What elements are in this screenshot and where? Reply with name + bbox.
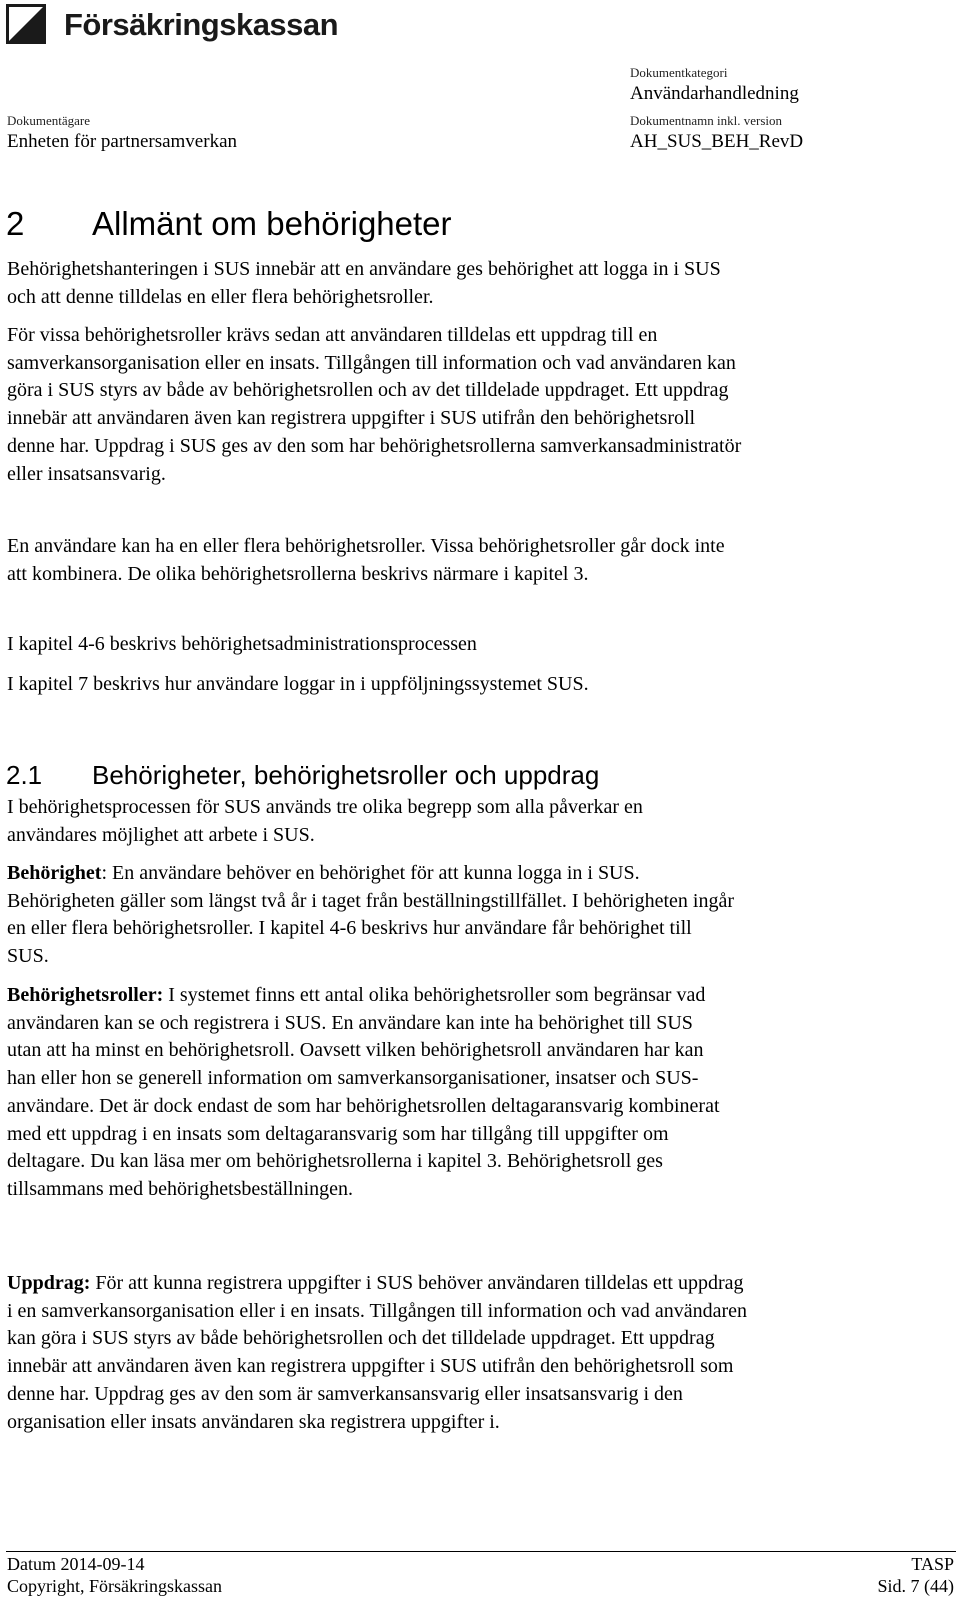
section-paragraph-2: För vissa behörighetsroller krävs sedan att användaren tilldelas ett uppdrag till en samverkansorganisation eller en insats. Tillgången till information och vad användaren kan göra i SUS styrs av både av behörighetsrollen och av det tilldelade uppdraget. Ett uppdrag innebär att användaren även kan registrera uppgifter i SUS utifrån den behörighetsroll denne har. Uppdrag i SUS ges av den som har behörighetsrollerna samverkansadministratör eller insatsansvarig. xyxy=(7,324,742,485)
term-text: I systemet finns ett antal olika behörighetsroller som begränsar vad användaren kan se och registrera i SUS. En användare kan inte ha behörighet till SUS utan att ha minst en behörighetsroll. Oavsett vilken behörighetsroll användaren har kan han eller hon se generell information om samverkansorganisationer, insatser och SUS-användare. Det är dock endast de som har behörighetsrollen deltagaransvarig kombinerat med ett uppdrag i en insats som deltagaransvarig som har tillgång till uppgifter om deltagare. Du kan läsa mer om behörighetsrollerna i kapitel 3. Behörighetsroll ges tillsammans med behörighetsbeställningen. xyxy=(7,984,720,1200)
footer-date: Datum 2014-09-14 xyxy=(7,1554,145,1574)
term-paragraph-behorighetsroller xyxy=(7,982,725,1204)
document-name: AH_SUS_BEH_RevD xyxy=(630,131,804,152)
document-category-label: Dokumentkategori xyxy=(630,65,728,80)
term-text: En användare behöver en behörighet för att kunna logga in i SUS. Behörigheten gäller som längst två år i taget från beställningstillfället. I behörigheten ingår en eller flera behörighetsroller. I kapitel 4-6 beskrivs hur användare får behörighet till SUS. xyxy=(7,862,734,968)
document-category: Användarhandledning xyxy=(630,83,799,104)
term-text: För att kunna registrera uppgifter i SUS behöver användaren tilldelas ett uppdrag i en samverkansorganisation eller i en insats. Tillgången till information och vad användaren kan göra i SUS styrs av både behörighetsrollen och det tilldelade uppdraget. Ett uppdrag innebär att användaren även kan registrera uppgifter i SUS utifrån den behörighetsroll som denne har. Uppdrag ges av den som är samverkansansvarig eller insatsansvarig i den organisation eller insats användaren ska registrera uppgifter i. xyxy=(7,1272,748,1433)
section-number: 2 xyxy=(6,205,25,242)
subsection-number: 2.1 xyxy=(6,760,43,790)
term-paragraph-uppdrag xyxy=(7,1270,752,1436)
section-paragraph-1: Behörighetshanteringen i SUS innebär att en användare ges behörighet att logga in i SUS och att denne tilldelas en eller flera behörighetsroller. xyxy=(7,258,721,308)
footer-copyright: Copyright, Försäkringskassan xyxy=(7,1576,222,1596)
footer-page-number: Sid. 7 (44) xyxy=(877,1576,954,1596)
section-paragraph-3: En användare kan ha en eller flera behörighetsroller. Vissa behörighetsroller går dock inte att kombinera. De olika behörighetsrollerna beskrivs närmare i kapitel 3. xyxy=(7,535,725,585)
subsection-title: Behörigheter, behörighetsroller och uppdrag xyxy=(92,760,600,790)
subsection-intro: I behörighetsprocessen för SUS används tre olika begrepp som alla påverkar en användares möjlighet att arbete i SUS. xyxy=(7,796,643,846)
term-label: Uppdrag: xyxy=(7,1272,91,1294)
document-owner-label: Dokumentägare xyxy=(7,113,91,128)
term-label: Behörighetsroller: xyxy=(7,984,164,1006)
section-paragraph-4: I kapitel 4-6 beskrivs behörighetsadministrationsprocessen xyxy=(7,633,477,655)
footer-divider xyxy=(6,1551,956,1552)
logo-wordmark: Försäkringskassan xyxy=(64,7,339,42)
document-name-label: Dokumentnamn inkl. version xyxy=(630,113,783,128)
section-heading xyxy=(6,206,452,242)
section-title: Allmänt om behörigheter xyxy=(92,205,452,242)
footer-code: TASP xyxy=(911,1554,954,1574)
forsakringskassan-logo-icon xyxy=(6,4,46,44)
term-label: Behörighet xyxy=(7,862,102,884)
section-paragraph-5: I kapitel 7 beskrivs hur användare loggar in i uppföljningssystemet SUS. xyxy=(7,673,589,695)
term-paragraph-behorighet xyxy=(7,860,737,971)
term-separator: : xyxy=(101,862,112,884)
document-owner: Enheten för partnersamverkan xyxy=(7,131,238,152)
subsection-heading xyxy=(6,761,599,790)
